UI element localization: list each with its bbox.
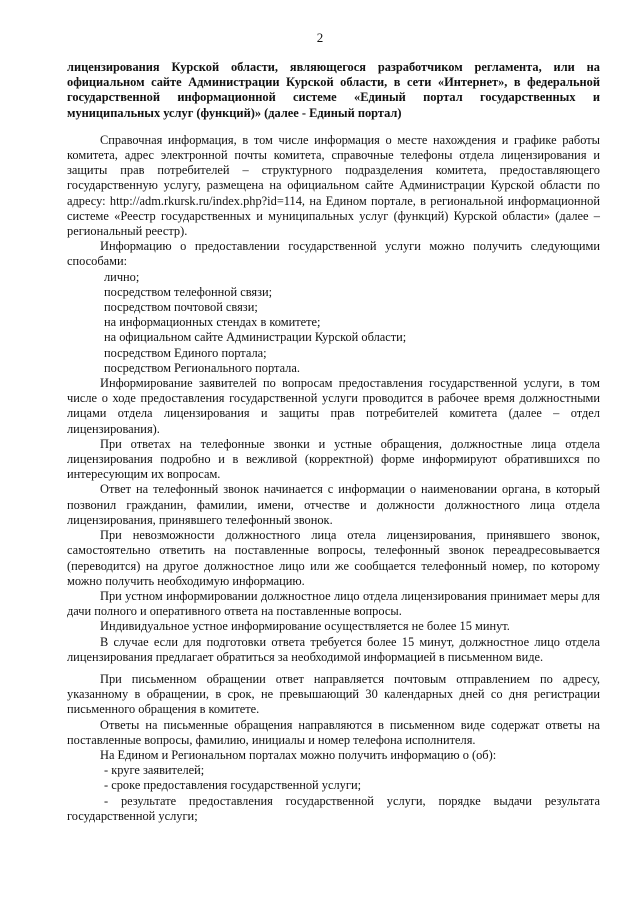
list-item: - круге заявителей; bbox=[104, 763, 205, 778]
paragraph-time-limit: Индивидуальное устное информирование осуществляется не более 15 минут. bbox=[100, 619, 510, 634]
paragraph-call-redirect: При невозможности должностного лица отела лицензирования, принявшего звонок, самостоятельно ответить на поставленные вопросы, телефонный звонок переадресовывается (переводится) на другое должностное лицо или же сообщается телефонный номер, по которому можно получить необходимую информацию. bbox=[67, 528, 600, 588]
paragraph-written-answers: Ответы на письменные обращения направляются в письменном виде содержат ответы на поставленные вопросы, фамилию, инициалы и номер телефона исполнителя. bbox=[67, 717, 600, 747]
page-number: 2 bbox=[316, 30, 324, 45]
page-content bbox=[67, 60, 600, 824]
list-item: - результате предоставления государственной услуги, порядке выдачи результата государственной услуги; bbox=[67, 793, 600, 823]
paragraph-call-answer: Ответ на телефонный звонок начинается с информации о наименовании органа, в который позвонил гражданин, фамилии, имени, отчестве и должности должностного лица отдела лицензирования, принявшего телефонный звонок. bbox=[67, 482, 600, 527]
paragraph-reference-info: Справочная информация, в том числе информация о месте нахождения и графике работы комитета, адрес электронной почты комитета, справочные телефоны отдела лицензирования и защиты прав потребителей – структурного подразделения комитета, предоставляющего государственную услугу, размещена на официальном сайте Администрации Курской области по адресу: http://adm.rkursk.ru/index.php?id=114, на Едином портале, в региональной информационной системе «Реестр государственных и муниципальных услуг (функций) Курской области» (далее – региональный реестр). bbox=[67, 132, 600, 239]
methods-list bbox=[67, 270, 600, 376]
list-item: на официальном сайте Администрации Курской области; bbox=[104, 330, 407, 345]
list-item: посредством Регионального портала. bbox=[104, 360, 300, 375]
section-heading: лицензирования Курской области, являющегося разработчиком регламента, или на официальном сайте Администрации Курской области, в сети «Интернет», в федеральной государственной информационной системе «Единый портал государственных и муниципальных услуг (функций)» (далее - Единый портал) bbox=[67, 60, 600, 120]
list-item: - сроке предоставления государственной услуги; bbox=[104, 778, 362, 793]
list-item: посредством почтовой связи; bbox=[104, 300, 258, 315]
paragraph-written-offer: В случае если для подготовки ответа требуется более 15 минут, должностное лицо отдела лицензирования предлагает обратиться за необходимой информацией в письменном виде. bbox=[67, 634, 600, 664]
list-item: на информационных стендах в комитете; bbox=[104, 315, 321, 330]
paragraph-portals: На Едином и Региональном порталах можно получить информацию о (об): bbox=[100, 747, 497, 762]
list-item: посредством Единого портала; bbox=[104, 345, 267, 360]
portal-info-list bbox=[67, 763, 600, 824]
paragraph-phone-calls: При ответах на телефонные звонки и устные обращения, должностные лица отдела лицензирования подробно и в вежливой (корректной) форме информируют обратившихся по интересующим их вопросам. bbox=[67, 436, 600, 482]
list-item: лично; bbox=[104, 269, 140, 284]
paragraph-oral-informing: При устном информировании должностное лицо отдела лицензирования принимает меры для дачи полного и оперативного ответа на поставленные вопросы. bbox=[67, 588, 600, 619]
paragraph-info-methods: Информацию о предоставлении государственной услуги можно получить следующими способами: bbox=[67, 239, 600, 269]
paragraph-informing: Информирование заявителей по вопросам предоставления государственной услуги, в том числе о ходе предоставления государственной услуги проводится в рабочее время должностными лицами отдела лицензирования и защиты прав потребителей комитета (далее – отдел лицензирования). bbox=[67, 376, 600, 436]
paragraph-written-request: При письменном обращении ответ направляется почтовым отправлением по адресу, указанному в обращении, в срок, не превышающий 30 календарных дней со дня регистрации письменного обращения в комитете. bbox=[67, 671, 600, 717]
list-item: посредством телефонной связи; bbox=[104, 284, 273, 299]
